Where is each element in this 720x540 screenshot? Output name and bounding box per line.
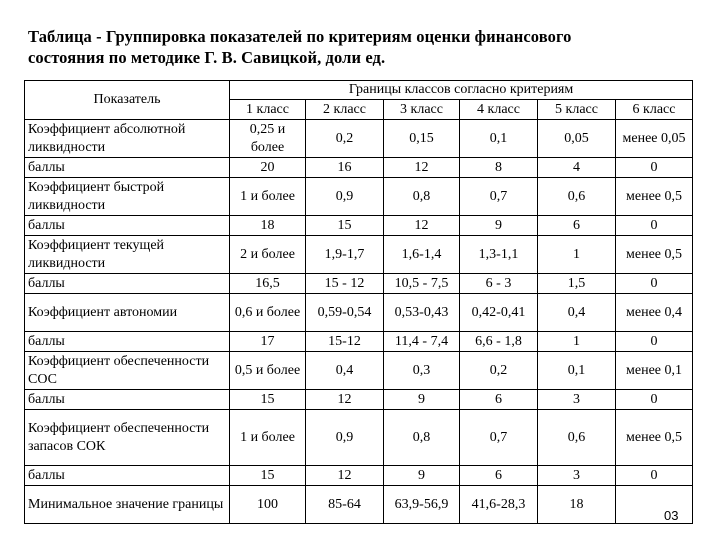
cell-class-6: 0 bbox=[616, 274, 693, 294]
cell-class-1: 0,6 и более bbox=[230, 294, 306, 332]
cell-class-5: 0,1 bbox=[538, 352, 616, 390]
cell-class-6: 0 bbox=[616, 216, 693, 236]
cell-class-3: 0,8 bbox=[384, 410, 460, 466]
row-name: баллы bbox=[25, 466, 230, 486]
table-row bbox=[25, 120, 693, 158]
header-class-6: 6 класс bbox=[616, 100, 693, 120]
cell-class-5: 4 bbox=[538, 158, 616, 178]
cell-class-3: 9 bbox=[384, 390, 460, 410]
cell-class-1: 1 и более bbox=[230, 410, 306, 466]
cell-class-6: менее 0,05 bbox=[616, 120, 693, 158]
cell-class-3: 11,4 - 7,4 bbox=[384, 332, 460, 352]
cell-class-5: 0,6 bbox=[538, 410, 616, 466]
cell-class-4: 0,7 bbox=[460, 410, 538, 466]
table-row bbox=[25, 410, 693, 466]
page-number: 03 bbox=[664, 508, 679, 523]
cell-class-2: 0,9 bbox=[306, 178, 384, 216]
cell-class-5: 6 bbox=[538, 216, 616, 236]
row-name: Коэффициент обеспеченности запасов СОК bbox=[25, 410, 230, 466]
header-indicator: Показатель bbox=[25, 81, 230, 120]
cell-class-4: 8 bbox=[460, 158, 538, 178]
cell-class-6: 0 bbox=[616, 466, 693, 486]
cell-class-3: 63,9-56,9 bbox=[384, 486, 460, 524]
row-name: Коэффициент автономии bbox=[25, 294, 230, 332]
cell-class-3: 0,53-0,43 bbox=[384, 294, 460, 332]
cell-class-2: 12 bbox=[306, 466, 384, 486]
cell-class-3: 10,5 - 7,5 bbox=[384, 274, 460, 294]
cell-class-2: 85-64 bbox=[306, 486, 384, 524]
cell-class-4: 6 bbox=[460, 390, 538, 410]
table-row bbox=[25, 178, 693, 216]
row-name: баллы bbox=[25, 390, 230, 410]
cell-class-4: 41,6-28,3 bbox=[460, 486, 538, 524]
cell-class-3: 0,15 bbox=[384, 120, 460, 158]
cell-class-5: 3 bbox=[538, 390, 616, 410]
row-name: Коэффициент текущей ликвидности bbox=[25, 236, 230, 274]
cell-class-6 bbox=[616, 486, 693, 524]
title-line-1: Таблица - Группировка показателей по критериям оценки финансового bbox=[28, 27, 572, 46]
cell-class-2: 0,4 bbox=[306, 352, 384, 390]
cell-class-4: 0,42-0,41 bbox=[460, 294, 538, 332]
cell-class-3: 9 bbox=[384, 466, 460, 486]
cell-class-4: 0,1 bbox=[460, 120, 538, 158]
cell-class-2: 12 bbox=[306, 390, 384, 410]
cell-class-4: 0,7 bbox=[460, 178, 538, 216]
cell-class-2: 15 - 12 bbox=[306, 274, 384, 294]
cell-class-4: 0,2 bbox=[460, 352, 538, 390]
cell-class-6: 0 bbox=[616, 390, 693, 410]
cell-class-1: 17 bbox=[230, 332, 306, 352]
table-row bbox=[25, 158, 693, 178]
cell-class-2: 0,9 bbox=[306, 410, 384, 466]
table-row bbox=[25, 294, 693, 332]
cell-class-4: 9 bbox=[460, 216, 538, 236]
cell-class-1: 15 bbox=[230, 390, 306, 410]
cell-class-1: 2 и более bbox=[230, 236, 306, 274]
row-name: баллы bbox=[25, 158, 230, 178]
cell-class-2: 15 bbox=[306, 216, 384, 236]
row-name: Минимальное значение границы bbox=[25, 486, 230, 524]
table-row bbox=[25, 236, 693, 274]
cell-class-1: 100 bbox=[230, 486, 306, 524]
header-class-3: 3 класс bbox=[384, 100, 460, 120]
cell-class-6: менее 0,5 bbox=[616, 236, 693, 274]
table-row bbox=[25, 390, 693, 410]
row-name: Коэффициент обеспеченности СОС bbox=[25, 352, 230, 390]
cell-class-6: 0 bbox=[616, 158, 693, 178]
cell-class-1: 18 bbox=[230, 216, 306, 236]
cell-class-5: 1 bbox=[538, 332, 616, 352]
cell-class-5: 0,05 bbox=[538, 120, 616, 158]
cell-class-3: 12 bbox=[384, 158, 460, 178]
title-line-2: состояния по методике Г. В. Савицкой, доли ед. bbox=[28, 48, 386, 67]
cell-class-4: 6 - 3 bbox=[460, 274, 538, 294]
cell-class-2: 0,2 bbox=[306, 120, 384, 158]
table-row bbox=[25, 216, 693, 236]
header-group: Границы классов согласно критериям bbox=[230, 81, 693, 100]
header-class-4: 4 класс bbox=[460, 100, 538, 120]
row-name: баллы bbox=[25, 216, 230, 236]
cell-class-1: 20 bbox=[230, 158, 306, 178]
cell-class-2: 15-12 bbox=[306, 332, 384, 352]
cell-class-6: менее 0,4 bbox=[616, 294, 693, 332]
cell-class-5: 0,6 bbox=[538, 178, 616, 216]
cell-class-1: 0,25 и более bbox=[230, 120, 306, 158]
cell-class-5: 3 bbox=[538, 466, 616, 486]
row-name: баллы bbox=[25, 274, 230, 294]
cell-class-5: 0,4 bbox=[538, 294, 616, 332]
row-name: Коэффициент быстрой ликвидности bbox=[25, 178, 230, 216]
cell-class-2: 0,59-0,54 bbox=[306, 294, 384, 332]
table-row bbox=[25, 274, 693, 294]
header-row-1 bbox=[25, 81, 693, 100]
table-row bbox=[25, 466, 693, 486]
cell-class-1: 15 bbox=[230, 466, 306, 486]
cell-class-3: 0,3 bbox=[384, 352, 460, 390]
cell-class-3: 0,8 bbox=[384, 178, 460, 216]
cell-class-5: 18 bbox=[538, 486, 616, 524]
table-row bbox=[25, 486, 693, 524]
cell-class-2: 16 bbox=[306, 158, 384, 178]
cell-class-6: менее 0,5 bbox=[616, 410, 693, 466]
table-row bbox=[25, 332, 693, 352]
cell-class-6: менее 0,5 bbox=[616, 178, 693, 216]
cell-class-6: 0 bbox=[616, 332, 693, 352]
cell-class-1: 1 и более bbox=[230, 178, 306, 216]
cell-class-3: 1,6-1,4 bbox=[384, 236, 460, 274]
row-name: Коэффициент абсолютной ликвидности bbox=[25, 120, 230, 158]
header-class-5: 5 класс bbox=[538, 100, 616, 120]
classification-table bbox=[24, 80, 693, 524]
cell-class-5: 1,5 bbox=[538, 274, 616, 294]
cell-class-6: менее 0,1 bbox=[616, 352, 693, 390]
cell-class-4: 1,3-1,1 bbox=[460, 236, 538, 274]
header-class-1: 1 класс bbox=[230, 100, 306, 120]
table-row bbox=[25, 352, 693, 390]
cell-class-1: 16,5 bbox=[230, 274, 306, 294]
cell-class-3: 12 bbox=[384, 216, 460, 236]
cell-class-4: 6,6 - 1,8 bbox=[460, 332, 538, 352]
header-class-2: 2 класс bbox=[306, 100, 384, 120]
cell-class-2: 1,9-1,7 bbox=[306, 236, 384, 274]
cell-class-1: 0,5 и более bbox=[230, 352, 306, 390]
cell-class-4: 6 bbox=[460, 466, 538, 486]
cell-class-5: 1 bbox=[538, 236, 616, 274]
row-name: баллы bbox=[25, 332, 230, 352]
table-title bbox=[28, 26, 708, 68]
